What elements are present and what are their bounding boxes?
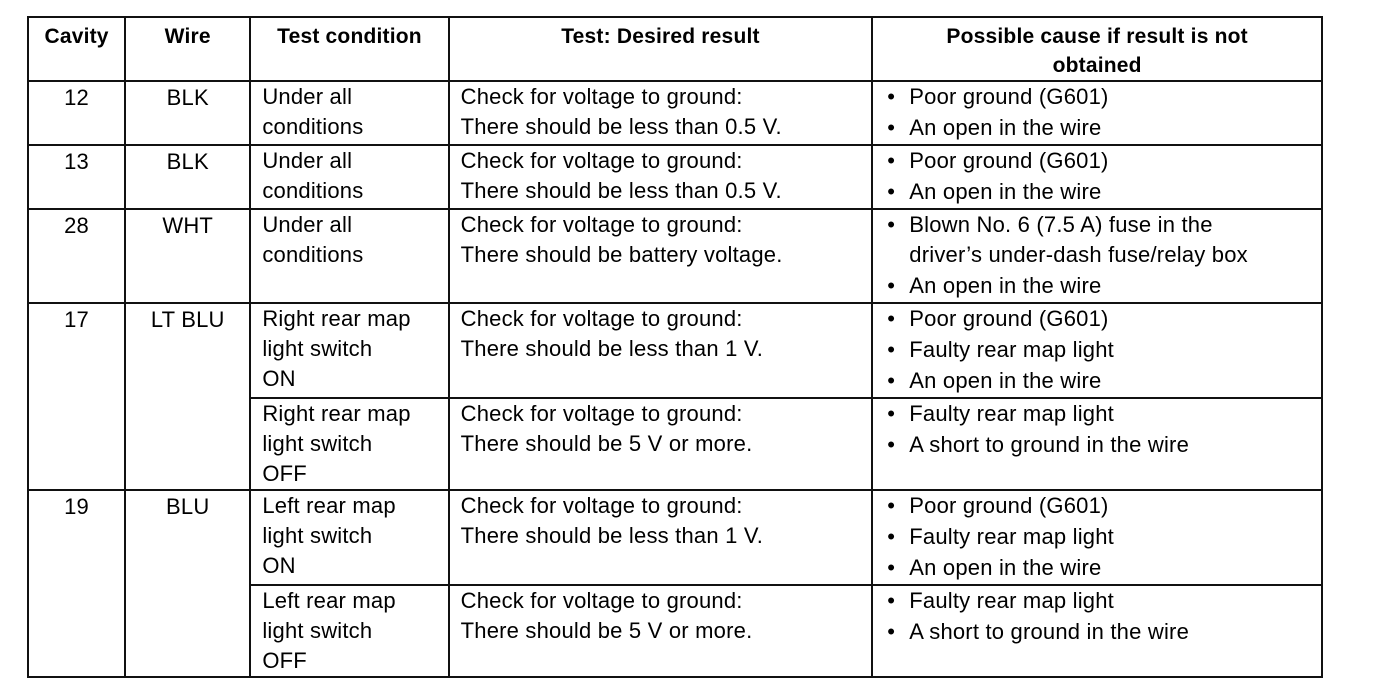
desired-result-cell	[449, 303, 873, 398]
table-row	[28, 81, 1322, 145]
possible-cause-cell	[872, 585, 1322, 677]
cause-line: driver’s under-dash fuse/relay box	[909, 242, 1248, 267]
test-line: Check for voltage to ground:	[460, 212, 743, 237]
test-line: There should be less than 0.5 V.	[460, 114, 782, 139]
table-row	[28, 490, 1322, 585]
cause-item: • Faulty rear map light	[885, 335, 1321, 365]
header-test-condition: Test condition	[250, 17, 448, 81]
condition-cell	[250, 145, 448, 209]
desired-result-cell	[449, 398, 873, 490]
cavity-cell: 19	[28, 490, 125, 677]
cause-item: • Poor ground (G601)	[885, 491, 1321, 521]
condition-line: light switch	[262, 523, 373, 548]
cause-item: • A short to ground in the wire	[885, 617, 1321, 647]
test-line: Check for voltage to ground:	[460, 306, 743, 331]
header-wire: Wire	[125, 17, 250, 81]
possible-cause-cell	[872, 145, 1322, 209]
test-line: There should be 5 V or more.	[460, 431, 753, 456]
cause-list	[885, 146, 1321, 207]
cause-item: • Faulty rear map light	[885, 522, 1321, 552]
header-desired-result: Test: Desired result	[449, 17, 873, 81]
condition-line: Under all	[262, 148, 353, 173]
condition-line: light switch	[262, 431, 373, 456]
cavity-cell: 17	[28, 303, 125, 490]
possible-cause-cell	[872, 81, 1322, 145]
condition-line: Left rear map	[262, 493, 396, 518]
cause-item: • Poor ground (G601)	[885, 82, 1321, 112]
wire-cell: BLU	[125, 490, 250, 677]
cavity-cell: 12	[28, 81, 125, 145]
cavity-cell: 28	[28, 209, 125, 303]
test-line: Check for voltage to ground:	[460, 588, 743, 613]
table-header	[28, 17, 1322, 81]
wire-cell: LT BLU	[125, 303, 250, 490]
condition-line: conditions	[262, 178, 364, 203]
condition-line: ON	[262, 553, 296, 578]
desired-result-cell	[449, 81, 873, 145]
cause-item: • Faulty rear map light	[885, 399, 1321, 429]
test-line: Check for voltage to ground:	[460, 493, 743, 518]
cause-item: • Poor ground (G601)	[885, 304, 1321, 334]
header-cavity: Cavity	[28, 17, 125, 81]
test-line: There should be less than 1 V.	[460, 523, 764, 548]
header-row	[28, 17, 1322, 81]
diagnostic-table	[27, 16, 1323, 678]
table-row	[28, 209, 1322, 303]
header-cause-line: Possible cause if result is not	[946, 25, 1248, 48]
desired-result-cell	[449, 490, 873, 585]
header-cause-line: obtained	[1052, 54, 1142, 77]
cause-item: • An open in the wire	[885, 271, 1321, 301]
possible-cause-cell	[872, 490, 1322, 585]
cause-list	[885, 210, 1321, 301]
cause-item: • Faulty rear map light	[885, 586, 1321, 616]
condition-line: Right rear map	[262, 401, 411, 426]
condition-cell	[250, 490, 448, 585]
possible-cause-cell	[872, 303, 1322, 398]
condition-cell	[250, 585, 448, 677]
condition-line: OFF	[262, 461, 307, 486]
condition-cell	[250, 398, 448, 490]
condition-line: Left rear map	[262, 588, 396, 613]
cause-list	[885, 586, 1321, 647]
table-row	[28, 303, 1322, 398]
desired-result-cell	[449, 585, 873, 677]
possible-cause-cell	[872, 398, 1322, 490]
cause-line: • Blown No. 6 (7.5 A) fuse in the	[909, 212, 1213, 237]
cause-item: • An open in the wire	[885, 366, 1321, 396]
cause-item: • Poor ground (G601)	[885, 146, 1321, 176]
condition-cell	[250, 209, 448, 303]
cavity-cell: 13	[28, 145, 125, 209]
cause-list	[885, 82, 1321, 143]
test-line: Check for voltage to ground:	[460, 84, 743, 109]
condition-cell	[250, 81, 448, 145]
condition-cell	[250, 303, 448, 398]
condition-line: Right rear map	[262, 306, 411, 331]
cause-list	[885, 491, 1321, 583]
test-line: There should be battery voltage.	[460, 242, 783, 267]
wire-cell: WHT	[125, 209, 250, 303]
test-line: There should be less than 0.5 V.	[460, 178, 782, 203]
wire-cell: BLK	[125, 81, 250, 145]
test-line: There should be 5 V or more.	[460, 618, 753, 643]
cause-item	[885, 210, 1321, 270]
condition-line: conditions	[262, 114, 364, 139]
possible-cause-cell	[872, 209, 1322, 303]
condition-line: Under all	[262, 84, 353, 109]
cause-item: • A short to ground in the wire	[885, 430, 1321, 460]
condition-line: conditions	[262, 242, 364, 267]
desired-result-cell	[449, 209, 873, 303]
table-body	[28, 81, 1322, 677]
wire-cell: BLK	[125, 145, 250, 209]
condition-line: ON	[262, 366, 296, 391]
test-line: Check for voltage to ground:	[460, 401, 743, 426]
condition-line: OFF	[262, 648, 307, 673]
condition-line: Under all	[262, 212, 353, 237]
test-line: There should be less than 1 V.	[460, 336, 764, 361]
condition-line: light switch	[262, 336, 373, 361]
header-possible-cause	[872, 17, 1322, 81]
cause-item: • An open in the wire	[885, 553, 1321, 583]
table-row	[28, 145, 1322, 209]
cause-list	[885, 304, 1321, 396]
cause-item: • An open in the wire	[885, 113, 1321, 143]
cause-item: • An open in the wire	[885, 177, 1321, 207]
desired-result-cell	[449, 145, 873, 209]
test-line: Check for voltage to ground:	[460, 148, 743, 173]
cause-list	[885, 399, 1321, 460]
condition-line: light switch	[262, 618, 373, 643]
